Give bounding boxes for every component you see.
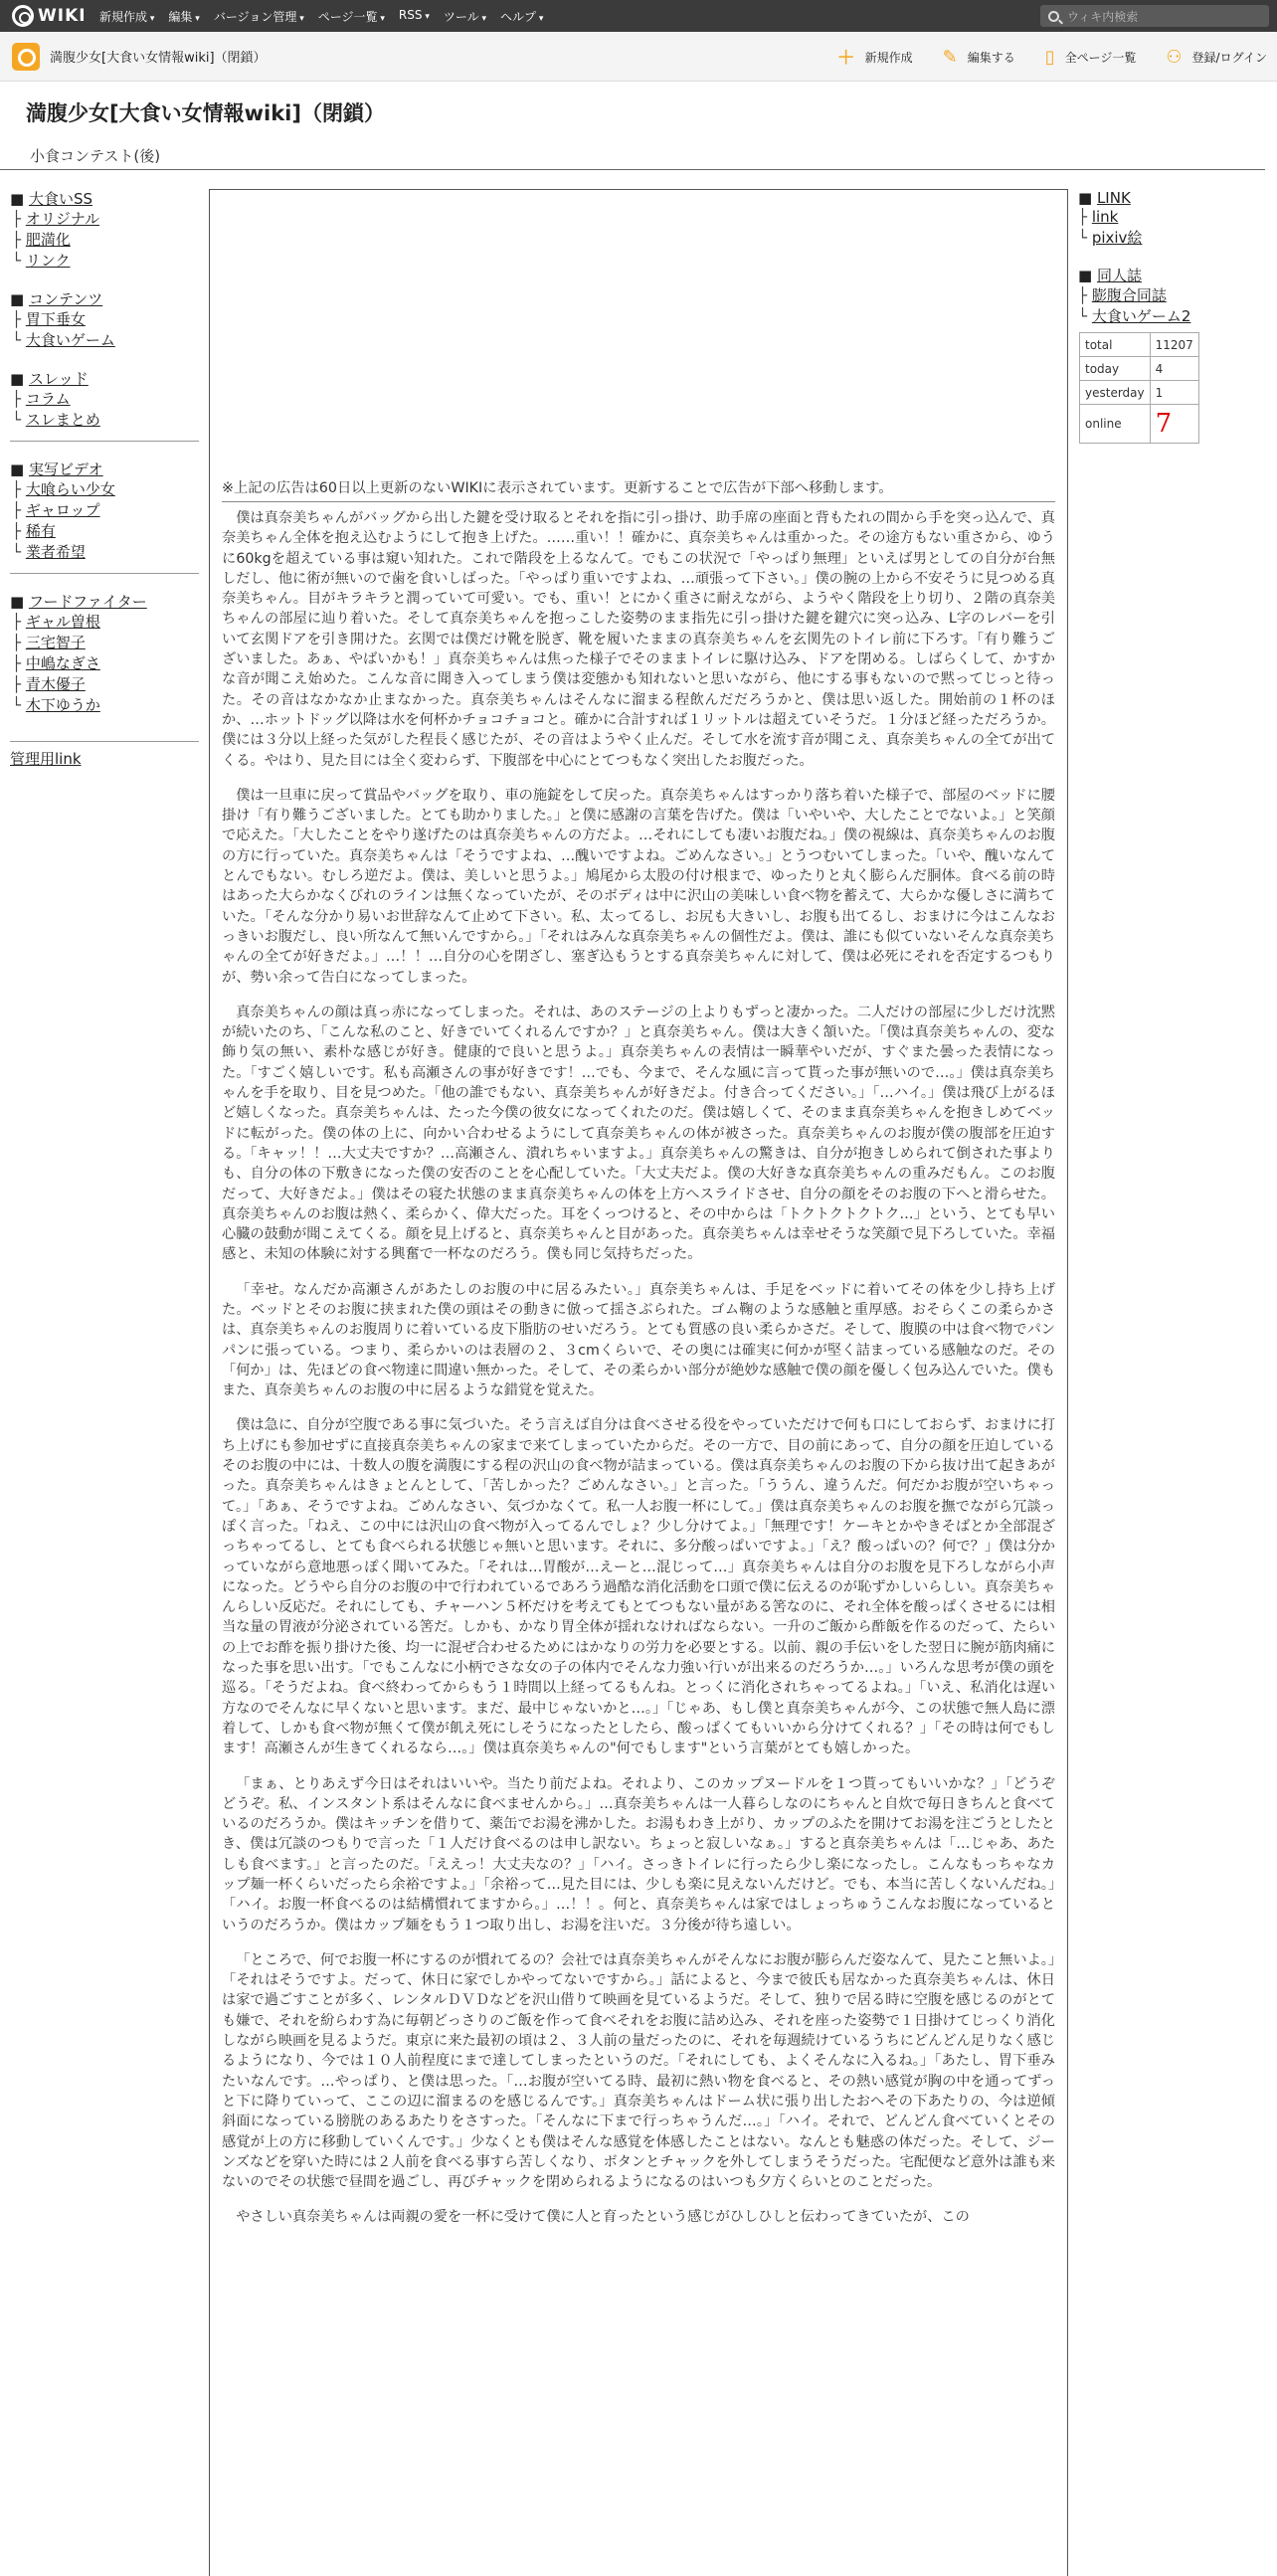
right-item[interactable] (1078, 306, 1267, 327)
site-actions (808, 32, 1267, 82)
right-section-link (1078, 189, 1267, 249)
wiki-logo[interactable] (0, 5, 99, 27)
left-item[interactable] (10, 695, 199, 716)
left-item[interactable] (10, 230, 199, 251)
left-item[interactable] (10, 542, 199, 563)
left-item[interactable] (10, 410, 199, 431)
left-item[interactable] (10, 209, 199, 230)
left-section-head[interactable] (10, 369, 199, 389)
left-item-link[interactable]: オリジナル (25, 210, 100, 228)
top-menu-bar (0, 0, 1277, 32)
left-head-link[interactable]: コンテンツ (28, 290, 103, 308)
left-item[interactable] (10, 500, 199, 521)
left-item[interactable] (10, 612, 199, 633)
right-item-link[interactable]: pixiv絵 (1091, 229, 1143, 247)
left-item[interactable] (10, 521, 199, 542)
left-item[interactable] (10, 653, 199, 674)
left-item-link[interactable]: コラム (25, 390, 71, 408)
counter-value: 1 (1150, 381, 1198, 405)
search-icon (1048, 11, 1059, 22)
ad-space (222, 190, 1055, 478)
right-sidebar (1078, 189, 1267, 343)
left-item-link[interactable]: 三宅智子 (25, 634, 86, 651)
all-pages-label: 全ページ一覧 (1064, 50, 1137, 65)
story-paragraph: やさしい真奈美ちゃんは両親の愛を一杯に受けて僕に人と育ったという感じがひしひしと伝わってきていたが、この (236, 2209, 970, 2226)
left-item[interactable] (10, 389, 199, 410)
all-pages-button[interactable] (1045, 47, 1137, 68)
menu-version[interactable]: バージョン管理 ▾ (214, 8, 304, 25)
document-icon: ▯ (1044, 46, 1055, 68)
wiki-search-input[interactable] (1040, 5, 1269, 27)
counter-label: today (1080, 357, 1151, 381)
menu-rss[interactable]: RSS ▾ (399, 8, 430, 25)
left-item[interactable] (10, 633, 199, 653)
left-head-link[interactable]: スレッド (28, 370, 89, 388)
left-item-link[interactable]: 青木優子 (25, 675, 86, 693)
story-paragraph: 僕は真奈美ちゃんがバッグから出した鍵を受け取るとそれを指に引っ掛け、助手席の座面と背もたれの間から手を突っ込んで、真奈美ちゃん全体を抱え込むようにして抱き上げた。……重い！！確かに、真奈美ちゃんは重かった。その途方もない重さから、ゆうに60kgを超えている事は窺い知れた。これで階段を上るなんて。でもこの状況で「やっぱり無理」といえば男としての自分が台無しだし、他に術が無いので歯を食いしばった。「やっぱり重いですよね、…頑張って下さい。」僕の腕の上から不安そうに見つめる真奈美ちゃん。目がキラキラと潤っていて可愛い。でも、重い！とにかく重さに耐えながら、ようやく階段を上り切り、２階の真奈美ちゃんの部屋に辿り着いた。そして真奈美ちゃんを抱っこした姿勢のまま指先に引っ掛けた鍵を鍵穴に突っ込み、L字のレバーを引いて玄関ドアを引き開けた。玄関では僕だけ靴を脱ぎ、靴を履いたままの真奈美ちゃんを玄関先のトイレ前に下ろす。「有り難うございました。あぁ、やばいかも！」真奈美ちゃんは焦った様子でそのままトイレに駆け込み、ドアを閉める。しばらくして、かすかな音が聞こえ始めた。こんな音に聞き入ってしまう僕は変態かも知れないと思いながら、他にする事もないので黙ってじっと待った。その音はなかなか止まなかった。真奈美ちゃんはそんなに溜まる程飲んだだろうかと、僕は思い返した。開始前の１杯のほか、…ホットドッグ以降は水を何杯かチョコチョコと。確かに合計すれば１リットルは超えていそうだ。１分ほど経っただろうか。僕には３分以上経った気がした程長く感じたが、その音はようやく止んだ。そして水を流す音が聞こえ、真奈美ちゃんの全てが出てくる。やはり、見た目には全く変わらず、下腹部を中心にとてつもなく突出したお腹だった。 (222, 510, 1055, 769)
right-section-doujin (1078, 265, 1267, 327)
left-item-link[interactable]: 業者希望 (25, 543, 86, 561)
left-item-link[interactable]: スレまとめ (25, 411, 100, 429)
right-item-link[interactable]: 大食いゲーム2 (1091, 307, 1191, 325)
admin-link[interactable]: 管理用link (10, 750, 82, 768)
left-item[interactable] (10, 674, 199, 695)
left-section-fighter (10, 592, 199, 716)
pencil-icon: ✎ (942, 46, 958, 68)
right-item[interactable] (1078, 285, 1267, 306)
right-item[interactable] (1078, 228, 1267, 249)
plus-icon: ＋ (836, 48, 855, 69)
page-title: 満腹少女[大食い女情報wiki]（閉鎖） (26, 101, 385, 125)
menu-page-list[interactable]: ページ一覧 ▾ (318, 8, 385, 25)
counter-label: online (1080, 405, 1151, 444)
left-section-contents (10, 289, 199, 351)
right-item[interactable] (1078, 207, 1267, 228)
left-divider (10, 441, 199, 442)
menu-tools[interactable]: ツール ▾ (444, 8, 486, 25)
search-placeholder: ウィキ内検索 (1067, 9, 1139, 24)
menu-new[interactable]: 新規作成 ▾ (99, 8, 154, 25)
site-header-bar (0, 32, 1277, 82)
top-menu (99, 8, 557, 25)
left-item[interactable] (10, 330, 199, 351)
left-head-link[interactable]: フードファイター (28, 593, 147, 611)
left-head-link[interactable]: 実写ビデオ (28, 460, 103, 478)
left-item-link[interactable]: 大食いゲーム (25, 331, 115, 349)
counter-label: total (1080, 333, 1151, 357)
right-head-link[interactable]: LINK (1096, 189, 1131, 207)
left-item-link[interactable]: 木下ゆうか (25, 696, 100, 714)
left-sidebar (10, 189, 199, 734)
new-page-label: 新規作成 (864, 50, 913, 65)
left-section-video (10, 460, 199, 563)
ad-notice: ※上記の広告は60日以上更新のないWIKIに表示されています。更新することで広告が下部へ移動します。 (222, 478, 1055, 502)
login-label: 登録/ログイン (1191, 50, 1267, 65)
right-item-link[interactable]: 膨腹合同誌 (1091, 286, 1167, 304)
left-item[interactable] (10, 251, 199, 272)
logo-text: WIKI (38, 6, 87, 26)
left-item-link[interactable]: ギャル曽根 (25, 613, 100, 631)
counter-label: yesterday (1080, 381, 1151, 405)
story-paragraph: 「ところで、何でお腹一杯にするのが慣れてるの？会社では真奈美ちゃんがそんなにお腹が膨らんだ姿なんて、見たこと無いよ。」「それはそうですよ。だって、休日に家でしかやってないですから。」話によると、今まで彼氏も居なかった真奈美ちゃんは、休日は家で過ごすことが多く、レンタルＤＶＤなどを沢山借りて映画を見ているようだ。そして、独りで居る時に空腹を感じるのがとても嫌で、それを紛らわす為に毎朝どっさりのご飯を作って食べそれをお腹に詰め込み、それを座った姿勢で１日掛けてじっくり消化しながら映画を見るようだ。東京に来た最初の頃は２、３人前の量だったのに、それを毎週続けているうちにどんどん足りなく感じるようになり、今では１０人前程度にまで達してしまったというのだ。「それにしても、よくそんなに入るね。」「あたし、胃下垂みたいなんです。…やっぱり、と僕は思った。「…お腹が空いてる時、最初に熱い物を食べると、その熱い感覚が胸の中を通ってずっと下に降りていって、ここの辺に溜まるのを感じるんです。」真奈美ちゃんはドーム状に張り出したおへその下あたりの、今は逆傾斜面になっている膀胱のあるあたりをさすった。「そんなに下まで行っちゃうんだ…。」「ハイ。それで、どんどん食べていくとその感覚が上の方に移動していくんです。」少なくとも僕はそんな感覚を体感したことはない。なんとも魅惑の体だった。そして、ジーンズなどを穿いた時には２人前を食べる事すら苦しくなり、ボタンとチャックを外してしまうそうだった。宅配便など意外は誰も来ないのでその状態で昼間を過ごし、再びチャックを閉められるようになるのはいつも夕方くらいとのことだった。 (222, 1951, 1055, 2191)
left-head-link[interactable]: 大食いSS (28, 190, 92, 208)
right-item-link[interactable]: link (1091, 208, 1119, 226)
left-section-head[interactable] (10, 592, 199, 612)
access-counter (1079, 332, 1199, 444)
new-page-button[interactable] (837, 44, 913, 70)
story-paragraph: 「まぁ、とりあえず今日はそれはいいや。当たり前だよね。それより、このカップヌードルを１つ貰ってもいいかな？」「どうぞどうぞ。私、インスタント系はそんなに食べませんから。」…真奈美ちゃんは一人暮らしなのにちゃんと自炊で毎日きちんと食べているのだろうか。僕はキッチンを借りて、薬缶でお湯を沸かした。お湯もわき上がり、カップのふたを開けてお湯を注ごうとしたとき、僕は冗談のつもりで言った「１人だけ食べるのは申し訳ない。ちょっと寂しいなぁ。」すると真奈美ちゃんは「…じゃあ、あたしも食べます。」と言ったのだ。「ええっ！大丈夫なの？」「ハイ。さっきトイレに行ったら少し楽になったし。こんなもっちゃなカップ麺一杯くらいだったら余裕ですよ。」「余裕って…見た目には、少しも楽に見えないんだけど。でも、本当に苦しくないんだね。」「ハイ。お腹一杯食べるのは結構慣れてますから。」…！！。何と、真奈美ちゃんは家ではしょっちゅうこんなお腹になっているというのだろうか。僕はカップ麺をもう１つ取り出し、お湯を注いだ。３分後が待ち遠しい。 (222, 1775, 1055, 1933)
left-item-link[interactable]: 稀有 (25, 522, 56, 540)
left-divider (10, 573, 199, 574)
main-content (209, 189, 1068, 2576)
menu-edit[interactable]: 編集 ▾ (168, 8, 199, 25)
left-item-link[interactable]: 大喰らい少女 (25, 480, 115, 498)
left-item-link[interactable]: 胃下垂女 (25, 310, 86, 328)
page-subtitle: 小食コンテスト(後) (30, 147, 161, 165)
left-section-thread (10, 369, 199, 431)
online-count: 7 (1150, 405, 1198, 444)
user-add-icon: ⚇ (1166, 46, 1183, 68)
left-section-head[interactable] (10, 460, 199, 479)
left-item-link[interactable]: 中嶋なぎさ (25, 654, 100, 672)
left-section-head[interactable] (10, 189, 199, 209)
right-section-head[interactable] (1078, 189, 1267, 207)
story-paragraph: 真奈美ちゃんの顔は真っ赤になってしまった。それは、あのステージの上よりもずっと凄かった。二人だけの部屋に少しだけ沈黙が続いたのち、「こんな私のこと、好きでいてくれるんですか？」と真奈美ちゃん。僕は大きく頷いた。「僕は真奈美ちゃんの、変な飾り気の無い、素朴な感じが好き。健康的で良いと思うよ。」真奈美ちゃんの表情は一瞬華やいだが、すぐまた曇った表情になった。「すごく嬉しいです。私も高瀬さんの事が好きです！…でも、今まで、そんな風に言って貰った事が無いので…。」僕は真奈美ちゃんを手を取り、目を見つめた。「他の誰でもない、真奈美ちゃんが好きだよ。付き合ってください。」「…ハイ。」僕は飛び上がるほど嬉しくなった。真奈美ちゃんは、たった今僕の彼女になってくれたのだ。僕は嬉しくて、そのまま真奈美ちゃんを抱きしめてベッドに転がった。僕の体の上に、向かい合わせるようにして真奈美ちゃんの体が被さった。真奈美ちゃんのお腹が僕の腹部を圧迫する。「キャッ！！…大丈夫ですか？…高瀬さん、潰れちゃいますよ。」真奈美ちゃんの驚きは、自分が抱きしめられて倒された事よりも、自分の体の下敷きになった僕の安否のことを心配していた。「大丈夫だよ。僕の大好きな真奈美ちゃんの重みだもん。このお腹だって、大好きだよ。」僕はその寝た状態のまま真奈美ちゃんの体を上方へスライドさせ、自分の顔をそのお腹の下へと滑らせた。真奈美ちゃんのお腹は熱く、柔らかく、偉大だった。耳をくっつけると、その中からは「トクトクトクトク…」という、とても早い心臓の鼓動が聞こえてくる。顔を見上げると、真奈美ちゃんと目があった。真奈美ちゃんは幸せそうな笑顔で見下ろしていた。幸福感と、未知の体験に対する興奮で一杯なのだろう。僕も同じ気持ちだった。 (222, 1004, 1055, 1263)
right-head-link[interactable]: 同人誌 (1096, 267, 1142, 284)
left-item-link[interactable]: 肥満化 (25, 231, 71, 249)
counter-value: 4 (1150, 357, 1198, 381)
left-item-link[interactable]: リンク (25, 252, 71, 270)
site-name-link[interactable]: 満腹少女[大食い女情報wiki]（閉鎖） (50, 51, 267, 66)
left-section-head[interactable] (10, 289, 199, 309)
story-paragraph: 僕は一旦車に戻って賞品やバッグを取り、車の施錠をして戻った。真奈美ちゃんはすっかり落ち着いた様子で、部屋のベッドに腰掛け「有り難うございました。とても助かりました。」と僕に感謝の言葉を告げた。僕は「いやいや、大したことでないよ。」と笑顔で応えた。「大したことをやり遂げたのは真奈美ちゃんの方だよ。…それにしても凄いお腹だね。」僕の視線は、真奈美ちゃんのお腹の方に行っていた。真奈美ちゃんは「そうですよね、…醜いですよね。ごめんなさい。」とうつむいてしまった。「いや、醜いなんてとんでもない。むしろ逆だよ。僕は、美しいと思うよ。」鳩尾から太股の付け根まで、ゆったりと丸く膨らんだ胴体。食べる前の時はあった大らかなくびれのラインは無くなっていたが、そのボディは中に沢山の美味しい食べ物を蓄えて、大らかな優しさに満ちていた。「そんな分かり易いお世辞なんて止めて下さい。私、太ってるし、お尻も大きいし、お腹も出てるし、おまけに今はこんなおっきいお腹だし、良い所なんて無いんですから。」「それはみんな真奈美ちゃんの個性だよ。僕は、誰にも似ていないそんな真奈美ちゃんの全てが好きだよ。」…！！…自分の心を閉ざし、塞ぎ込もうとする真奈美ちゃんに対して、僕は必死にそれを否定するつもりが、勢い余って告白になってしまった。 (222, 787, 1055, 986)
title-divider (0, 169, 1265, 170)
counter-value: 11207 (1150, 333, 1198, 357)
story-paragraph: 「幸せ。なんだか高瀬さんがあたしのお腹の中に居るみたい。」真奈美ちゃんは、手足をベッドに着いてその体を少し持ち上げた。ベッドとそのお腹に挟まれた僕の頭はその動きに倣って揺さぶられた。ゴム鞠のような感触と重厚感。おそらくこの柔らかさは、真奈美ちゃんのお腹周りに着いている皮下脂肪のせいだろう。とても質感の良い柔らかさだ。そして、腹膜の中は食べ物でパンパンに張っている。つまり、柔らかいのは表層の２、３cmくらいで、その奥には確実に何かが堅く詰まっている感触なのだ。その「何か」は、先ほどの食べ物達に間違い無かった。そして、その柔らかい部分が絶妙な感触で僕の顔を優しく包み込んでいた。僕もまた、真奈美ちゃんのお腹の中に居るような錯覚を覚えた。 (222, 1281, 1055, 1399)
login-button[interactable] (1166, 47, 1267, 68)
edit-label: 編集する (967, 50, 1015, 65)
site-icon[interactable] (12, 43, 40, 71)
menu-help[interactable]: ヘルプ ▾ (500, 8, 543, 25)
admin-divider (10, 741, 199, 742)
edit-button[interactable] (943, 47, 1015, 68)
at-logo-icon (12, 5, 34, 27)
right-section-head[interactable] (1078, 265, 1267, 285)
left-item[interactable] (10, 309, 199, 330)
left-item-link[interactable]: ギャロップ (25, 501, 100, 519)
left-section-ss (10, 189, 199, 272)
story-paragraph: 僕は急に、自分が空腹である事に気づいた。そう言えば自分は食べさせる役をやっていただけで何も口にしておらず、おまけに打ち上げにも参加せずに直接真奈美ちゃんの家まで来てしまっていたからだ。その一方で、目の前にあって、自分の顔を圧迫しているそのお腹の中には、十数人の腹を満腹にする程の沢山の食べ物が詰まっている。僕は真奈美ちゃんのお腹の下から抜け出て起きあがった。真奈美ちゃんはきょとんとして、「苦しかった？ごめんなさい。」と言った。「ううん、違うんだ。何だかお腹が空いちゃって。」「あぁ、そうですよね。ごめんなさい、気づかなくて。私一人お腹一杯にして。」僕は真奈美ちゃんのお腹を撫でながら冗談っぽく言った。「ねえ、この中には沢山の食べ物が入ってるんでしょ？少し分けてよ。」「無理です！ケーキとかやきそばとか全部混ざっちゃってるし、とても食べられる状態じゃ無いと思います。それに、多分酸っぱいですよ。」「え？酸っぱいの？何で？」僕は分かっていながら意地悪っぽく聞いてみた。「それは…胃酸が…えーと…混じって…」真奈美ちゃんは自分のお腹を見下ろしながら小声になった。どうやら自分のお腹の中で行われているであろう過酷な消化活動を口頭で僕に伝えるのが恥ずかしいらしい。真奈美ちゃんらしい反応だ。それにしても、チャーハン５杯だけを考えてもとてつもない量がある筈なのに、それ全体を酸っぱくさせるには相当な量の胃液が分泌されている筈だ。しかも、かなり胃全体が揺れなければならない。一升のご飯から酢飯を作るのだって、たらいの上でお酢を振り掛けた後、均一に混ぜ合わせるためにはかなりの労力を必要とする。以前、親の手伝いをした翌日に腕が筋肉痛になった事を思い出す。「でもこんなに小柄でさな女の子の体内でそんな力強い行いが出来るのだろうか…。」いろんな思考が僕の頭を巡る。「そうだよね。食べ終わってからもう１時間以上経ってるもんね。とっくに消化されちゃってるよね。」「いえ、私消化は遅い方なのでそんなに早くないと思います。まだ、最中じゃないかと…。」「じゃあ、もし僕と真奈美ちゃんが今、この状態で無人島に漂着して、しかも食べ物が無くて僕が飢え死にしそうになったとしたら、酸っぱくてもいいから分けてくれる？」「その時は何でもします！高瀬さんが生きてくれるなら…。」僕は真奈美ちゃんの"何でもします"という言葉がとても嬉しかった。 (222, 1417, 1055, 1757)
left-item[interactable] (10, 479, 199, 500)
